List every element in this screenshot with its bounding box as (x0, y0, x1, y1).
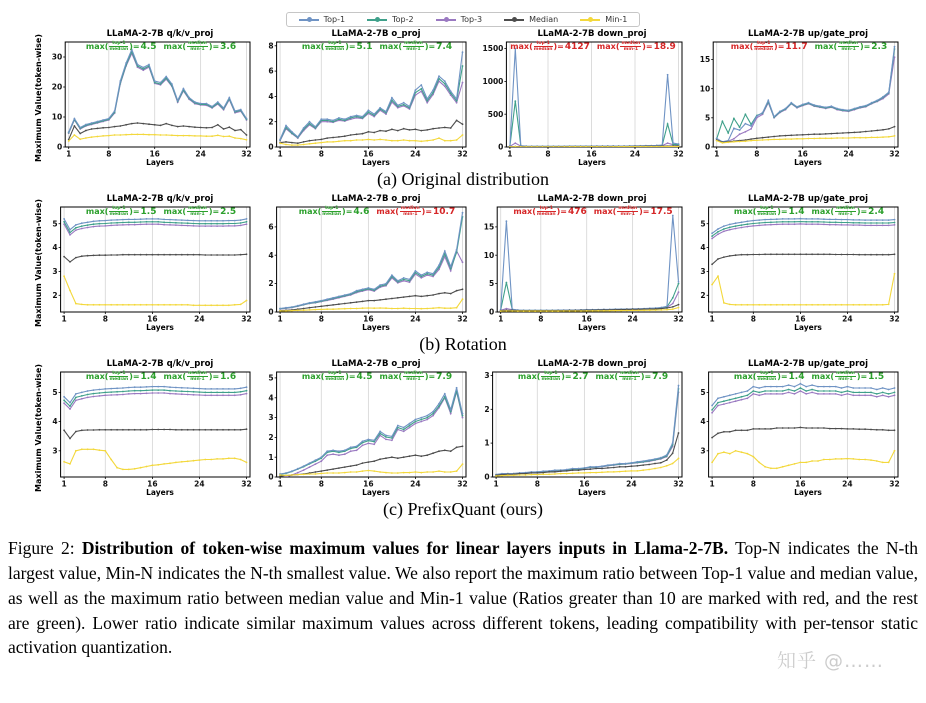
svg-text:24: 24 (842, 479, 853, 489)
y-axis-label: Maximum Value(token-wise) (34, 199, 43, 327)
ratio-median-min1: max( $\frac{\text{median}}{\min-1}$ )= 1.6 (163, 371, 237, 383)
svg-text:24: 24 (842, 314, 853, 324)
svg-text:2: 2 (52, 290, 58, 300)
legend-marker-min1 (580, 19, 600, 21)
svg-text:24: 24 (195, 149, 206, 159)
fraction: $\frac{\text{top-1}}{\text{median}}$ (754, 41, 774, 53)
ratio-top1-median: max( $\frac{\text{top-1}}{\text{median}}$ )= 4.6 (298, 206, 370, 218)
ratio-median-min1: max( $\frac{\text{median}}{\min-1}$ )= 1.5 (811, 371, 885, 383)
fraction: $\frac{\text{median}}{\min-1}$ (836, 206, 855, 218)
svg-text:5: 5 (700, 219, 706, 229)
plot-area (696, 39, 902, 160)
ratio-top1-median: max( $\frac{\text{top-1}}{\text{median}}$ )= 476 (513, 206, 587, 218)
ratio-top1-median: max( $\frac{\text{top-1}}{\text{median}}$ )= 1.4 (85, 371, 157, 383)
line-chart (264, 204, 470, 325)
legend-marker-median (504, 19, 524, 21)
svg-text:16: 16 (797, 149, 808, 159)
subplot (48, 194, 254, 332)
svg-text:32: 32 (673, 149, 684, 159)
svg-text:5: 5 (704, 113, 711, 123)
x-axis-label: Layers (146, 488, 174, 497)
fraction: $\frac{\text{median}}{\min-1}$ (188, 206, 207, 218)
fraction: $\frac{\text{top-1}}{\text{median}}$ (109, 206, 129, 218)
svg-text:0: 0 (56, 142, 63, 152)
svg-text:6: 6 (268, 222, 274, 232)
subplot (264, 359, 470, 497)
fraction: $\frac{\text{median}}{\min-1}$ (839, 41, 858, 53)
svg-text:32: 32 (889, 314, 900, 324)
line-chart (480, 204, 686, 325)
legend-item-top3 (436, 15, 482, 24)
ratio-median-min1: max( $\frac{\text{median}}{\min-1}$ )= 7.4 (379, 41, 453, 53)
row-caption-c: (c) PrefixQuant (ours) (383, 499, 543, 519)
svg-text:5: 5 (52, 388, 58, 397)
svg-text:1: 1 (277, 149, 283, 159)
svg-text:3: 3 (700, 446, 706, 456)
svg-text:16: 16 (581, 314, 592, 324)
line-chart (696, 204, 902, 325)
line-chart (264, 39, 470, 160)
subplot (480, 194, 686, 332)
row-rotation (0, 194, 926, 332)
plot-area (48, 39, 254, 160)
ratio-median-min1: max( $\frac{\text{median}}{\min-1}$ )= 7.9 (595, 371, 669, 383)
svg-text:8: 8 (750, 479, 756, 489)
ratio-top1-median: max( $\frac{\text{top-1}}{\text{median}}$ )= 11.7 (730, 41, 808, 53)
plot-area (696, 369, 902, 490)
svg-text:16: 16 (363, 479, 374, 489)
subplot (264, 194, 470, 332)
svg-text:2: 2 (268, 279, 274, 289)
svg-text:5: 5 (52, 219, 58, 229)
plot-title: LLaMA-2-7B up/gate_proj (747, 194, 869, 204)
svg-text:0: 0 (704, 142, 711, 152)
svg-text:500: 500 (487, 109, 504, 119)
svg-text:24: 24 (194, 314, 205, 324)
svg-text:6: 6 (268, 66, 274, 76)
legend-marker-top1 (299, 19, 319, 21)
svg-text:15: 15 (699, 55, 711, 65)
plot-area (48, 369, 254, 490)
svg-text:3: 3 (700, 267, 706, 276)
subplot (696, 29, 902, 167)
svg-text:24: 24 (626, 479, 637, 489)
svg-text:16: 16 (149, 149, 160, 159)
line-chart (48, 39, 254, 160)
svg-text:8: 8 (545, 149, 551, 159)
svg-text:8: 8 (534, 479, 540, 489)
ratio-median-min1: max( $\frac{\text{median}}{\min-1}$ )= 7.9 (379, 371, 453, 383)
line-chart (48, 369, 254, 490)
row-original-distribution (0, 29, 926, 167)
ratio-top1-median: max( $\frac{\text{top-1}}{\text{median}}$ )= 2.7 (517, 371, 589, 383)
fraction: $\frac{\text{median}}{\min-1}$ (188, 371, 207, 383)
x-axis-label: Layers (578, 323, 606, 332)
subplot (48, 359, 254, 497)
svg-text:1: 1 (709, 314, 715, 324)
y-axis-label: Maximum Value(token-wise) (34, 34, 43, 162)
plot-area (48, 204, 254, 325)
fraction: $\frac{\text{median}}{\min-1}$ (620, 371, 639, 383)
svg-text:16: 16 (579, 479, 590, 489)
legend-item-median (504, 15, 558, 24)
svg-text:32: 32 (673, 479, 684, 489)
fraction: $\frac{\text{median}}{\min-1}$ (404, 41, 423, 53)
x-axis-label: Layers (362, 323, 390, 332)
svg-text:24: 24 (627, 314, 638, 324)
plot-title: LLaMA-2-7B down_proj (537, 359, 647, 369)
svg-text:1: 1 (268, 452, 274, 462)
svg-text:32: 32 (241, 149, 252, 159)
svg-text:24: 24 (410, 314, 421, 324)
svg-text:10: 10 (483, 250, 495, 260)
svg-text:5: 5 (488, 279, 495, 289)
svg-text:8: 8 (318, 479, 324, 489)
ratio-top1-median: max( $\frac{\text{top-1}}{\text{median}}$ )= 1.4 (733, 371, 805, 383)
plot-title: LLaMA-2-7B down_proj (537, 29, 647, 39)
svg-text:1: 1 (277, 314, 283, 324)
svg-text:30: 30 (51, 52, 63, 62)
ratio-median-min1: max( $\frac{\text{median}}{\min-1}$ )= 10.7 (376, 206, 456, 218)
svg-text:1: 1 (66, 149, 72, 159)
x-axis-label: Layers (794, 158, 822, 167)
svg-text:16: 16 (363, 149, 374, 159)
svg-text:4: 4 (52, 417, 58, 427)
plot-area (480, 39, 686, 160)
svg-text:4: 4 (700, 417, 706, 427)
svg-text:4: 4 (268, 393, 274, 403)
y-axis-label: Maximum Value(token-wise) (34, 364, 43, 492)
fraction: $\frac{\text{top-1}}{\text{median}}$ (109, 371, 129, 383)
line-chart (48, 204, 254, 325)
plot-area (264, 204, 470, 325)
svg-text:1500: 1500 (482, 44, 504, 54)
svg-text:32: 32 (457, 314, 468, 324)
row-prefixquant (0, 359, 926, 497)
subplot (696, 359, 902, 497)
svg-text:24: 24 (410, 479, 421, 489)
svg-text:5: 5 (268, 373, 274, 383)
svg-text:4: 4 (268, 92, 274, 101)
ratio-median-min1: max( $\frac{\text{median}}{\min-1}$ )= 17.5 (593, 206, 673, 218)
svg-text:5: 5 (700, 388, 706, 397)
line-chart (696, 39, 902, 160)
plot-area (264, 39, 470, 160)
plot-title: LLaMA-2-7B q/k/v_proj (106, 359, 214, 369)
fraction: $\frac{\text{top-1}}{\text{median}}$ (533, 41, 553, 53)
legend-item-top1 (299, 15, 345, 24)
svg-text:4: 4 (700, 243, 706, 253)
line-chart (696, 369, 902, 490)
plot-title: LLaMA-2-7B o_proj (331, 194, 421, 204)
x-axis-label: Layers (146, 158, 174, 167)
fraction: $\frac{\text{top-1}}{\text{median}}$ (325, 371, 345, 383)
ratio-top1-median: max( $\frac{\text{top-1}}{\text{median}}$ )= 5.1 (301, 41, 373, 53)
line-chart (264, 369, 470, 490)
svg-text:8: 8 (750, 314, 756, 324)
svg-text:8: 8 (538, 314, 544, 324)
ratio-median-min1: max( $\frac{\text{median}}{\min-1}$ )= 2.4 (811, 206, 885, 218)
svg-text:1: 1 (61, 314, 67, 324)
x-axis-label: Layers (362, 158, 390, 167)
svg-text:16: 16 (586, 149, 597, 159)
fraction: $\frac{\text{top-1}}{\text{median}}$ (757, 371, 777, 383)
x-axis-label: Layers (146, 323, 174, 332)
svg-text:3: 3 (52, 267, 58, 276)
fraction: $\frac{\text{median}}{\min-1}$ (618, 206, 638, 218)
plot-area (696, 204, 902, 325)
legend-label: Top-2 (392, 15, 414, 24)
svg-text:16: 16 (147, 314, 158, 324)
svg-text:32: 32 (673, 314, 684, 324)
svg-text:2: 2 (268, 433, 274, 442)
legend-label: Top-3 (460, 15, 483, 24)
svg-text:8: 8 (754, 149, 760, 159)
plot-title: LLaMA-2-7B q/k/v_proj (106, 194, 214, 204)
fraction: $\frac{\text{top-1}}{\text{median}}$ (536, 206, 556, 218)
svg-text:4: 4 (52, 243, 58, 253)
svg-text:0: 0 (498, 142, 504, 152)
plot-title: LLaMA-2-7B o_proj (331, 359, 421, 369)
svg-text:32: 32 (241, 479, 252, 489)
plot-area (480, 204, 686, 325)
svg-text:16: 16 (795, 479, 806, 489)
svg-text:1: 1 (61, 479, 67, 489)
svg-text:24: 24 (194, 479, 205, 489)
svg-text:0: 0 (268, 142, 274, 152)
svg-text:24: 24 (629, 149, 641, 159)
svg-text:8: 8 (102, 314, 108, 324)
legend-marker-top2 (367, 19, 387, 21)
fraction: $\frac{\text{median}}{\min-1}$ (404, 371, 423, 383)
svg-text:8: 8 (318, 149, 324, 159)
line-chart (480, 369, 686, 490)
plot-title: LLaMA-2-7B up/gate_proj (747, 359, 869, 369)
legend-label: Top-1 (323, 15, 346, 24)
svg-text:24: 24 (410, 149, 421, 159)
svg-text:8: 8 (102, 479, 108, 489)
svg-text:20: 20 (51, 82, 63, 92)
ratio-top1-median: max( $\frac{\text{top-1}}{\text{median}}$ )= 4.5 (301, 371, 373, 383)
svg-text:32: 32 (241, 314, 252, 324)
plot-title: LLaMA-2-7B down_proj (537, 194, 647, 204)
svg-text:32: 32 (889, 479, 900, 489)
row-caption-b: (b) Rotation (419, 334, 507, 354)
svg-text:16: 16 (795, 314, 806, 324)
svg-text:1: 1 (709, 479, 715, 489)
fraction: $\frac{\text{top-1}}{\text{median}}$ (541, 371, 561, 383)
fraction: $\frac{\text{top-1}}{\text{median}}$ (322, 206, 342, 218)
svg-text:4: 4 (268, 250, 274, 260)
legend-marker-top3 (436, 19, 456, 21)
svg-text:1: 1 (507, 149, 513, 159)
legend-item-top2 (367, 15, 413, 24)
figure-caption-bold: Distribution of token-wise maximum values for linear layers inputs in Llama-2-7B. (81, 538, 729, 558)
fraction: $\frac{\text{median}}{\min-1}$ (400, 206, 420, 218)
svg-text:0: 0 (488, 307, 495, 317)
ratio-median-min1: max( $\frac{\text{median}}{\min-1}$ )= 18.9 (596, 41, 676, 53)
subplot (48, 29, 254, 167)
x-axis-label: Layers (578, 488, 606, 497)
fraction: $\frac{\text{median}}{\min-1}$ (621, 41, 641, 53)
svg-text:3: 3 (52, 446, 58, 456)
legend-label: Min-1 (605, 15, 628, 24)
ratio-median-min1: max( $\frac{\text{median}}{\min-1}$ )= 2.3 (814, 41, 888, 53)
svg-text:1: 1 (277, 479, 283, 489)
row-caption-a: (a) Original distribution (377, 169, 549, 189)
fraction: $\frac{\text{median}}{\min-1}$ (188, 41, 207, 53)
svg-text:1000: 1000 (482, 77, 504, 86)
x-axis-label: Layers (578, 158, 606, 167)
zhihu-watermark: 知乎 @…… (776, 650, 884, 672)
plot-title: LLaMA-2-7B up/gate_proj (747, 29, 869, 39)
svg-text:24: 24 (843, 149, 854, 159)
ratio-median-min1: max( $\frac{\text{median}}{\min-1}$ )= 2.5 (163, 206, 237, 218)
svg-text:3: 3 (484, 371, 490, 380)
plot-title: LLaMA-2-7B o_proj (331, 29, 421, 39)
subplot (264, 29, 470, 167)
ratio-top1-median: max( $\frac{\text{top-1}}{\text{median}}$ )= 4127 (510, 41, 590, 53)
svg-text:8: 8 (106, 149, 112, 159)
subplot (696, 194, 902, 332)
svg-text:0: 0 (268, 307, 274, 317)
x-axis-label: Layers (362, 488, 390, 497)
svg-text:2: 2 (484, 404, 490, 414)
ratio-top1-median: max( $\frac{\text{top-1}}{\text{median}}$ )= 4.5 (85, 41, 157, 53)
ratio-median-min1: max( $\frac{\text{median}}{\min-1}$ )= 3.6 (163, 41, 237, 53)
fraction: $\frac{\text{top-1}}{\text{median}}$ (757, 206, 777, 218)
svg-text:10: 10 (51, 112, 63, 122)
legend-item-min1 (580, 15, 627, 24)
figure-caption-label: Figure 2: (8, 538, 82, 558)
plot-title: LLaMA-2-7B q/k/v_proj (106, 29, 214, 39)
svg-text:8: 8 (268, 41, 274, 51)
fraction: $\frac{\text{median}}{\min-1}$ (836, 371, 855, 383)
svg-text:32: 32 (457, 149, 468, 159)
svg-text:1: 1 (484, 438, 490, 448)
line-chart (480, 39, 686, 160)
fraction: $\frac{\text{top-1}}{\text{median}}$ (109, 41, 129, 53)
x-axis-label: Layers (794, 488, 822, 497)
svg-text:16: 16 (147, 479, 158, 489)
svg-text:32: 32 (457, 479, 468, 489)
figure-caption-text: Top-N indicates the N-th largest value, Min-N indicates the N-th smallest value. We also report the maximum ratio between Top-1 value and median value, as well as the maximum ratio between median value and Min-1 value (Ratios greater than 10 are marked with red, and the rest are green). Lower ratio indicate similar maximum values across different tokens, leading compatibility with per-tensor static activation quantization. (8, 538, 918, 658)
legend (0, 0, 926, 27)
svg-text:1: 1 (493, 479, 499, 489)
svg-text:8: 8 (318, 314, 324, 324)
svg-text:2: 2 (268, 117, 274, 127)
svg-text:32: 32 (889, 149, 900, 159)
svg-text:3: 3 (268, 413, 274, 423)
svg-text:16: 16 (363, 314, 374, 324)
svg-text:15: 15 (483, 222, 495, 232)
svg-text:2: 2 (700, 290, 706, 300)
x-axis-label: Layers (794, 323, 822, 332)
ratio-top1-median: max( $\frac{\text{top-1}}{\text{median}}$ )= 1.5 (85, 206, 157, 218)
ratio-top1-median: max( $\frac{\text{top-1}}{\text{median}}$ )= 1.4 (733, 206, 805, 218)
fraction: $\frac{\text{top-1}}{\text{median}}$ (325, 41, 345, 53)
svg-text:0: 0 (268, 472, 274, 482)
subplot (480, 359, 686, 497)
svg-text:10: 10 (699, 84, 711, 94)
subplot (480, 29, 686, 167)
legend-label: Median (529, 15, 559, 24)
svg-text:0: 0 (484, 472, 490, 482)
plot-area (480, 369, 686, 490)
svg-text:1: 1 (714, 149, 720, 159)
plot-area (264, 369, 470, 490)
svg-text:1: 1 (498, 314, 504, 324)
figure-caption (0, 524, 926, 660)
